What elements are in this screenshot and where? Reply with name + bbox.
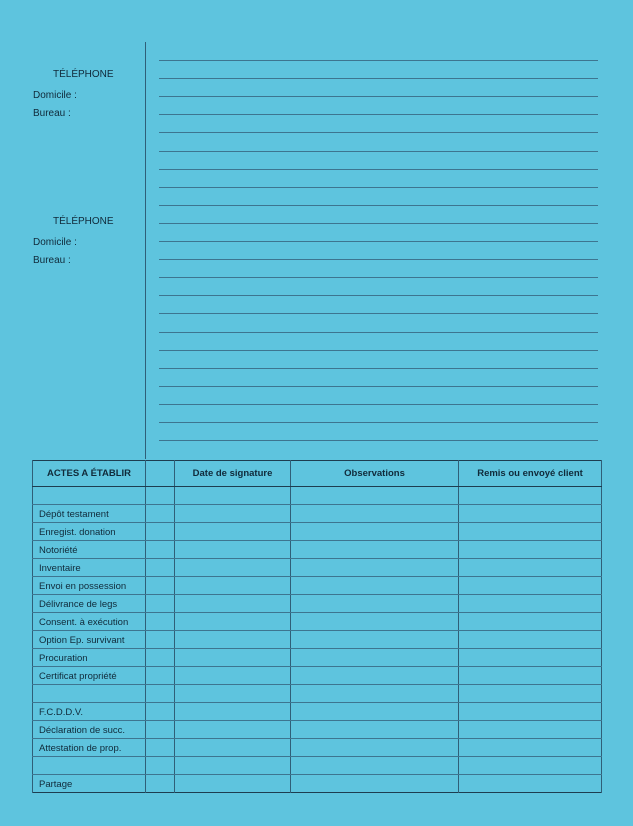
table-cell — [146, 775, 175, 793]
ruled-line — [159, 350, 598, 351]
act-label-cell — [33, 505, 146, 523]
header-blank — [146, 461, 175, 487]
table-cell — [175, 685, 291, 703]
table-cell — [175, 487, 291, 505]
table-cell — [291, 523, 459, 541]
header-actes: ACTES A ÉTABLIR — [33, 461, 146, 487]
table-cell — [291, 703, 459, 721]
table-cell — [291, 613, 459, 631]
table-cell — [146, 703, 175, 721]
table-cell — [175, 775, 291, 793]
table-cell — [459, 505, 602, 523]
table-cell — [146, 667, 175, 685]
table-cell — [175, 505, 291, 523]
act-label-cell — [33, 685, 146, 703]
table-cell — [146, 685, 175, 703]
table-cell — [459, 541, 602, 559]
act-label-cell — [33, 631, 146, 649]
act-label-cell — [33, 541, 146, 559]
act-label-cell — [33, 757, 146, 775]
table-cell — [291, 487, 459, 505]
act-label: Attestation de prop. — [33, 743, 121, 756]
act-label: Procuration — [33, 653, 88, 666]
table-cell — [291, 505, 459, 523]
table-body — [33, 487, 602, 793]
act-label-cell — [33, 577, 146, 595]
table-cell — [291, 667, 459, 685]
table-cell — [459, 721, 602, 739]
table-cell — [291, 631, 459, 649]
act-label-cell — [33, 613, 146, 631]
act-label — [33, 697, 39, 699]
table-row — [33, 649, 602, 667]
table-row — [33, 739, 602, 757]
table-cell — [146, 595, 175, 613]
ruled-line — [159, 96, 598, 97]
ruled-line — [159, 151, 598, 152]
table-cell — [291, 577, 459, 595]
table-cell — [175, 757, 291, 775]
act-label: Partage — [33, 779, 72, 792]
table-cell — [146, 757, 175, 775]
table-cell — [175, 631, 291, 649]
table-spacer-row — [33, 487, 602, 505]
table-cell — [459, 757, 602, 775]
table-row — [33, 541, 602, 559]
table-cell — [291, 775, 459, 793]
ruled-line — [159, 404, 598, 405]
act-label-cell — [33, 721, 146, 739]
table-row — [33, 775, 602, 793]
act-label-cell — [33, 775, 146, 793]
table-cell — [459, 559, 602, 577]
ruled-line — [159, 332, 598, 333]
home-phone-label: Domicile : — [33, 237, 77, 248]
act-label: F.C.D.D.V. — [33, 707, 83, 720]
ruled-line — [159, 440, 598, 441]
ruled-line — [159, 169, 598, 170]
act-label-cell — [33, 649, 146, 667]
act-label-cell — [33, 703, 146, 721]
act-label — [33, 769, 39, 771]
table-cell — [459, 739, 602, 757]
table-cell — [146, 559, 175, 577]
table-cell — [459, 685, 602, 703]
act-label: Déclaration de succ. — [33, 725, 125, 738]
table-cell — [175, 721, 291, 739]
table-cell — [175, 559, 291, 577]
act-label-cell — [33, 667, 146, 685]
act-label: Option Ep. survivant — [33, 635, 125, 648]
act-label-cell — [33, 559, 146, 577]
act-label: Enregist. donation — [33, 527, 116, 540]
table-cell — [459, 667, 602, 685]
table-row — [33, 613, 602, 631]
table-cell — [146, 721, 175, 739]
table-row — [33, 631, 602, 649]
table-cell — [459, 775, 602, 793]
table-cell — [291, 757, 459, 775]
office-phone-label: Bureau : — [33, 255, 71, 266]
ruled-line — [159, 259, 598, 260]
table-cell — [146, 505, 175, 523]
table-row — [33, 577, 602, 595]
table-cell — [146, 649, 175, 667]
table-cell — [291, 721, 459, 739]
table-row — [33, 505, 602, 523]
table-cell — [459, 631, 602, 649]
act-label: Notoriété — [33, 545, 78, 558]
table-cell — [33, 487, 146, 505]
ruled-line — [159, 114, 598, 115]
table-cell — [146, 613, 175, 631]
act-label: Consent. à exécution — [33, 617, 128, 630]
table-cell — [146, 739, 175, 757]
ruled-line — [159, 78, 598, 79]
header-remis-client: Remis ou envoyé client — [459, 461, 602, 487]
act-label: Dépôt testament — [33, 509, 109, 522]
table-cell — [459, 649, 602, 667]
ruled-line — [159, 241, 598, 242]
table-cell — [291, 685, 459, 703]
vertical-divider — [145, 42, 146, 459]
act-label-cell — [33, 595, 146, 613]
phone-heading: TÉLÉPHONE — [53, 216, 114, 227]
table-cell — [459, 577, 602, 595]
table-cell — [146, 631, 175, 649]
table-row — [33, 685, 602, 703]
table-cell — [459, 613, 602, 631]
table-cell — [146, 577, 175, 595]
ruled-line — [159, 187, 598, 188]
ruled-line — [159, 60, 598, 61]
table-cell — [459, 703, 602, 721]
home-phone-label: Domicile : — [33, 90, 77, 101]
table-cell — [291, 739, 459, 757]
header-date-signature: Date de signature — [175, 461, 291, 487]
act-label: Certificat propriété — [33, 671, 117, 684]
ruled-line — [159, 205, 598, 206]
table-cell — [175, 703, 291, 721]
table-row — [33, 757, 602, 775]
table-cell — [175, 523, 291, 541]
act-label: Délivrance de legs — [33, 599, 117, 612]
table-cell — [175, 595, 291, 613]
actes-table — [32, 460, 602, 793]
table-row — [33, 721, 602, 739]
act-label-cell — [33, 523, 146, 541]
table-cell — [175, 739, 291, 757]
ruled-line — [159, 277, 598, 278]
table-cell — [459, 487, 602, 505]
table-cell — [459, 595, 602, 613]
ruled-line — [159, 223, 598, 224]
table-row — [33, 703, 602, 721]
table-cell — [291, 595, 459, 613]
table-header-row — [33, 461, 602, 487]
table-cell — [175, 541, 291, 559]
ruled-line — [159, 295, 598, 296]
table-cell — [146, 487, 175, 505]
phone-heading: TÉLÉPHONE — [53, 69, 114, 80]
ruled-line — [159, 132, 598, 133]
act-label: Inventaire — [33, 563, 81, 576]
table-cell — [175, 577, 291, 595]
header-observations: Observations — [291, 461, 459, 487]
table-cell — [146, 541, 175, 559]
table-row — [33, 523, 602, 541]
table-cell — [175, 649, 291, 667]
office-phone-label: Bureau : — [33, 108, 71, 119]
ruled-line — [159, 313, 598, 314]
ruled-line — [159, 422, 598, 423]
table-cell — [459, 523, 602, 541]
ruled-line — [159, 386, 598, 387]
table-cell — [175, 667, 291, 685]
table-cell — [175, 613, 291, 631]
table-cell — [146, 523, 175, 541]
table-row — [33, 559, 602, 577]
table-row — [33, 667, 602, 685]
act-label: Envoi en possession — [33, 581, 126, 594]
table-cell — [291, 559, 459, 577]
table-cell — [291, 541, 459, 559]
ruled-line — [159, 368, 598, 369]
act-label-cell — [33, 739, 146, 757]
table-row — [33, 595, 602, 613]
table-cell — [291, 649, 459, 667]
